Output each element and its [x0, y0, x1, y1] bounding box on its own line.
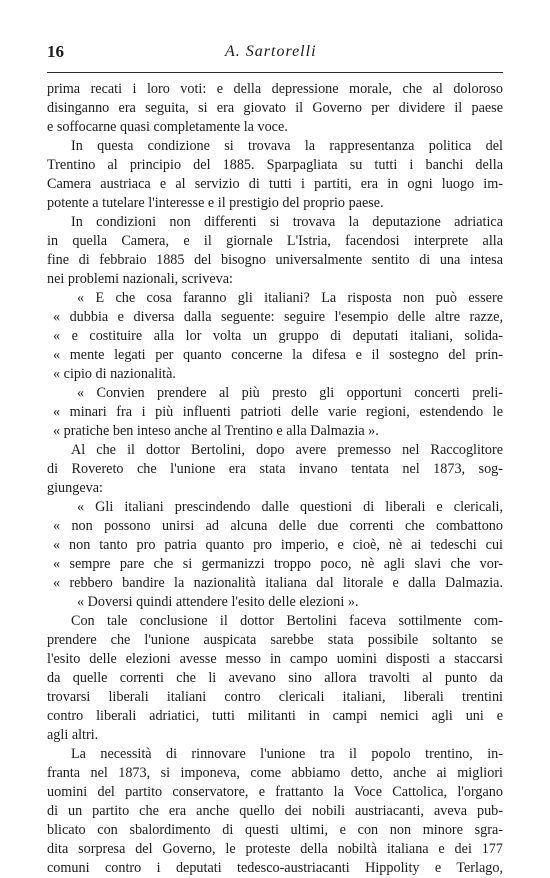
text-line: Camera austriaca e al servizio di tutti i partiti, era in ogni luogo im-	[47, 176, 503, 192]
text-line: contro liberali adriatici, tutti militanti in campi nemici agli uni e	[47, 708, 503, 724]
quote-line: « non possono unirsi ad alcuna delle due correnti che combattono	[53, 518, 503, 534]
text-line: potente a tutelare l'interesse e il prestigio del proprio paese.	[47, 195, 384, 211]
text-line: Trentino al principio del 1885. Sparpagliata su tutti i banchi della	[47, 157, 503, 173]
text-line: prendere che l'unione auspicata sarebbe stata possibile soltanto se	[47, 632, 503, 648]
text-line: l'esito delle elezioni avesse messo in campo uomini disposti a staccarsi	[47, 651, 503, 667]
text-line: di un partito che era anche quello dei nobili austriacanti, aveva pub-	[47, 803, 503, 819]
body-text	[47, 80, 503, 878]
quote-line: « sempre pare che si germanizzi troppo poco, nè agli slavi che vor-	[53, 556, 503, 572]
text-line: franta nel 1873, si imponeva, come abbiamo detto, anche ai migliori	[47, 765, 503, 781]
text-line: dita sorpresa del Governo, le proteste della nobiltà italiana e dei 177	[47, 841, 503, 857]
text-line: nei problemi nazionali, scriveva:	[47, 271, 233, 287]
quote-line: « mente legati per quanto concerne la difesa e il sostegno del prin-	[53, 347, 503, 363]
text-line: di Rovereto che l'unione era stata invano tentata nel 1873, sog-	[47, 461, 503, 477]
text-line: comuni contro i deputati tedesco-austriacanti Hippolity e Terlago,	[47, 860, 503, 876]
text-line: e soffocarne quasi completamente la voce.	[47, 119, 288, 135]
quote-line: « non tanto pro patria quanto pro imperio, e cioè, nè ai tedeschi cui	[53, 537, 503, 553]
quote-line: « e costituire alla lor volta un gruppo di deputati italiani, solida-	[53, 328, 503, 344]
quote-line: « Gli italiani prescindendo dalle questioni di liberali e clericali,	[77, 499, 503, 515]
quote-line: « pratiche ben inteso anche al Trentino e alla Dalmazia ».	[53, 423, 379, 439]
text-line: agli altri.	[47, 727, 99, 743]
quote-line: « Doversi quindi attendere l'esito delle elezioni ».	[77, 594, 359, 610]
text-line: giungeva:	[47, 480, 103, 496]
text-line: uomini del partito conservatore, e frattanto la Voce Cattolica, l'organo	[47, 784, 503, 800]
header-divider	[47, 72, 503, 73]
running-head: A. Sartorelli	[225, 43, 317, 60]
quote-line: « minari fra i più influenti patrioti delle varie regioni, estendendo le	[53, 404, 503, 420]
text-line: Con tale conclusione il dottor Bertolini faceva sottilmente com-	[71, 613, 503, 629]
text-line: trovarsi liberali italiani contro clericali italiani, liberali trentini	[47, 689, 503, 705]
text-line: da quelle correnti che li avevano sino allora travolti al punto da	[47, 670, 503, 686]
quote-line: « cipio di nazionalità.	[53, 366, 176, 382]
page-number: 16	[47, 42, 64, 61]
text-line: prima recati i loro voti: e della depressione morale, che al doloroso	[47, 81, 503, 97]
quote-line: « rebbero bandire la nazionalità italiana dal litorale e dalla Dalmazia.	[53, 575, 503, 591]
text-line: La necessità di rinnovare l'unione tra il popolo trentino, in-	[71, 746, 503, 762]
quote-line: « E che cosa faranno gli italiani? La risposta non può essere	[77, 290, 503, 306]
text-line: in quella Camera, e il giornale L'Istria, facendosi interprete alla	[47, 233, 503, 249]
page-header	[47, 40, 503, 64]
text-line: Al che il dottor Bertolini, dopo avere premesso nel Raccoglitore	[71, 442, 503, 458]
text-line: In questa condizione si trovava la rappresentanza politica del	[71, 138, 503, 154]
text-line: In condizioni non differenti si trovava la deputazione adriatica	[71, 214, 503, 230]
quote-line: « dubbia e diversa dalla seguente: seguire l'esempio delle altre razze,	[53, 309, 503, 325]
quote-line: « Convien prendere al più presto gli opportuni concerti preli-	[77, 385, 503, 401]
text-line: blicato con sbalordimento di questi ultimi, e con non minore sgra-	[47, 822, 503, 838]
text-line: disinganno era seguita, si era giovato il Governo per dividere il paese	[47, 100, 503, 116]
text-line: fine di febbraio 1885 del bisogno universalmente sentito di una intesa	[47, 252, 503, 268]
